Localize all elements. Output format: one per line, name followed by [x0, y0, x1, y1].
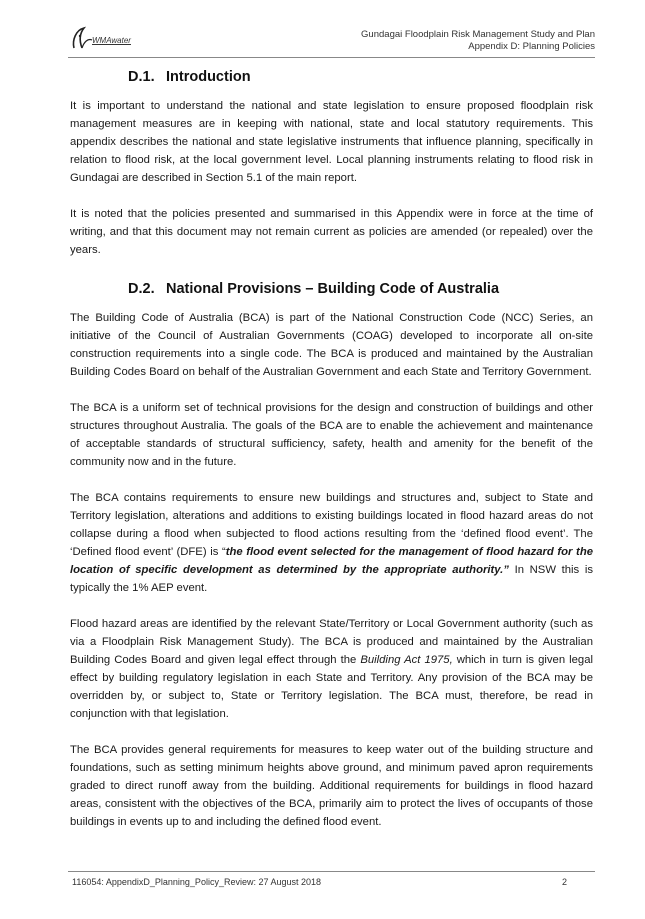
act-name: Building Act 1975,	[360, 654, 453, 666]
paragraph	[70, 489, 593, 597]
dfe-definition-quote: the flood event selected for the management of flood hazard for the location of specific development as determined by the appropriate authority.”	[70, 546, 594, 576]
document-reference: 116054: AppendixD_Planning_Policy_Review: 27 August 2018	[72, 877, 322, 887]
page-footer	[72, 877, 567, 887]
section-number: D.1.	[128, 69, 155, 85]
section-title: Introduction	[166, 69, 251, 85]
paragraph-text: The BCA contains requirements to ensure new buildings and structures and, subject to State and Territory legislation, alterations and additions to existing buildings located in flood hazard areas do not collapse during a flood when subjected to flood actions resulting from the ‘defined flood event’. The ‘Defined flood event’ (DFE) is “	[70, 492, 593, 558]
paragraph: It is noted that the policies presented and summarised in this Appendix were in force at the time of writing, and that this document may not remain current as policies are amended (or repealed) over the years.	[70, 208, 593, 256]
paragraph-text: which in turn is given legal effect by building regulatory legislation in each State and Territory. Any provision of the BCA may be overridden by, or subject to, State or Territory legislation. The BCA must, therefore, be read in conjunction with that legislation.	[70, 654, 593, 720]
logo-text: WMAwater	[92, 36, 131, 45]
document-title: Gundagai Floodplain Risk Management Study and Plan	[361, 29, 595, 40]
paragraph-text: Flood hazard areas are identified by the relevant State/Territory or Local Government authority (such as via a Floodplain Risk Management Study). The BCA is produced and maintained by the Australian Building Codes Board and given legal effect through the	[70, 618, 593, 666]
page-number: 2	[561, 877, 567, 887]
document-body	[70, 65, 593, 831]
page-header	[68, 22, 595, 56]
section-title: National Provisions – Building Code of Australia	[166, 281, 500, 297]
paragraph: It is important to understand the national and state legislation to ensure proposed floodplain risk management measures are in keeping with national, state and local statutory requirements. This appendix describes the national and state legislative instruments that influence planning, specifically in relation to flood risk, at the local government level. Local planning instruments relating to flood risk in Gundagai are described in Section 5.1 of the main report.	[70, 100, 593, 184]
header-divider	[68, 57, 595, 58]
paragraph: The BCA provides general requirements for measures to keep water out of the building structure and foundations, such as setting minimum heights above ground, and minimum paved apron requirements graded to direct runoff away from the building. Additional requirements for buildings in flood hazard areas, consistent with the objectives of the BCA, primarily aim to protect the lives of occupants of those buildings in events up to and including the defined flood event.	[70, 744, 593, 828]
section-number: D.2.	[128, 281, 155, 297]
paragraph: The Building Code of Australia (BCA) is part of the National Construction Code (NCC) Series, an initiative of the Council of Australian Governments (COAG) developed to incorporate all on-site construction requirements into a single code. The BCA is produced and maintained by the Australian Building Codes Board on behalf of the Australian Government and each State and Territory Government.	[70, 312, 593, 378]
paragraph: The BCA is a uniform set of technical provisions for the design and construction of buildings and other structures throughout Australia. The goals of the BCA are to enable the achievement and maintenance of acceptable standards of structural sufficiency, safety, health and amenity for the benefit of the community now and in the future.	[70, 402, 593, 468]
paragraph-text: In NSW this is typically the 1% AEP event.	[70, 564, 594, 594]
paragraph	[70, 615, 593, 723]
section-heading-national	[70, 277, 593, 301]
section-heading-intro	[70, 65, 593, 89]
document-subtitle: Appendix D: Planning Policies	[468, 41, 595, 52]
company-logo	[68, 24, 158, 54]
footer-divider	[68, 871, 595, 872]
